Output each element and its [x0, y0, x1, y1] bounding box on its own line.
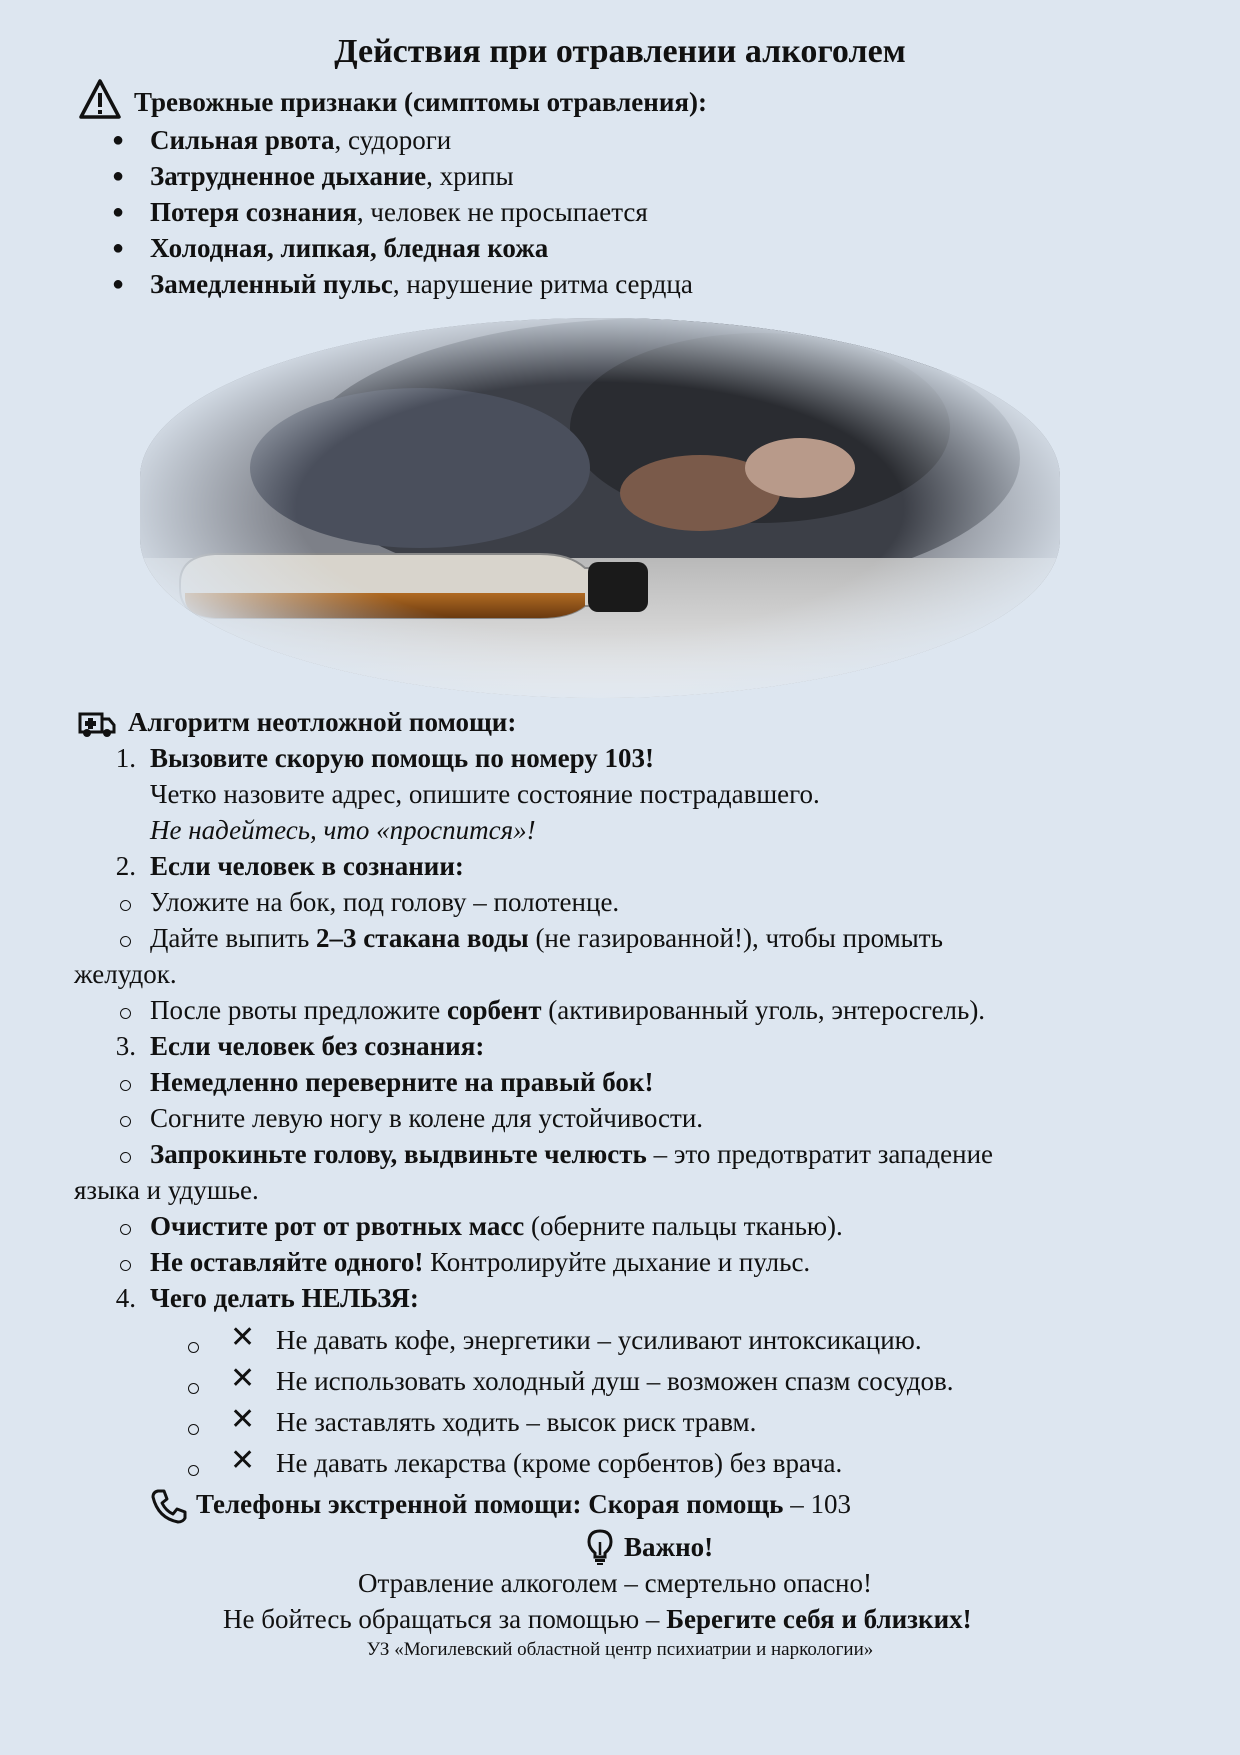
ambulance-icon [78, 710, 116, 738]
cross-icon: ✕ [230, 1443, 256, 1478]
bullet-dot: ● [112, 237, 125, 259]
circle-bullet [120, 1260, 131, 1271]
cross-icon: ✕ [230, 1361, 256, 1396]
phone-icon [150, 1488, 188, 1524]
circle-bullet [188, 1424, 199, 1435]
important-heading: Важно! [624, 1532, 714, 1562]
list-item: Уложите на бок, под голову – полотенце. [150, 887, 620, 917]
list-item-wrap: желудок. [74, 959, 177, 989]
circle-bullet [120, 1116, 131, 1127]
list-item: Не давать кофе, энергетики – усиливают интоксикацию. [276, 1325, 922, 1355]
step3-title: Если человек без сознания: [150, 1031, 485, 1061]
bullet-dot: ● [112, 129, 125, 151]
list-item-wrap: языка и удушье. [74, 1175, 259, 1205]
circle-bullet [120, 1008, 131, 1019]
circle-bullet [188, 1342, 199, 1353]
list-item: Запрокиньте голову, выдвиньте челюсть – это предотвратит западение [150, 1139, 994, 1169]
warning-icon [78, 78, 122, 120]
list-item: Не давать лекарства (кроме сорбентов) без врача. [276, 1448, 843, 1478]
bullet-dot: ● [112, 273, 125, 295]
step1-warning: Не надейтесь, что «проспится»! [150, 815, 536, 845]
list-item: После рвоты предложите сорбент (активированный уголь, энтеросгель). [150, 995, 986, 1025]
list-item: Замедленный пульс, нарушение ритма сердца [150, 269, 693, 299]
footer-organization: УЗ «Могилевский областной центр психиатрии и наркологии» [366, 1639, 874, 1660]
step-number: 1. [115, 743, 136, 773]
step-number: 3. [115, 1031, 136, 1061]
bullet-dot: ● [112, 201, 125, 223]
circle-bullet [188, 1465, 199, 1476]
step4-title: Чего делать НЕЛЬЗЯ: [150, 1283, 419, 1313]
page-title: Действия при отравлении алкоголем [334, 33, 906, 70]
circle-bullet [120, 900, 131, 911]
list-item: Очистите рот от рвотных масс (оберните пальцы тканью). [150, 1211, 843, 1241]
step-number: 2. [115, 851, 136, 881]
cross-icon: ✕ [230, 1402, 256, 1437]
list-item: Не заставлять ходить – высок риск травм. [276, 1407, 757, 1437]
list-item: Сильная рвота, судороги [150, 125, 452, 155]
list-item: Дайте выпить 2–3 стакана воды (не газированной!), чтобы промыть [150, 923, 943, 953]
circle-bullet [120, 1080, 131, 1091]
step2-title: Если человек в сознании: [150, 851, 464, 881]
list-item: Потеря сознания, человек не просыпается [150, 197, 648, 227]
illustration-photo [140, 318, 1060, 698]
list-item: Холодная, липкая, бледная кожа [150, 233, 549, 263]
list-item: Не оставляйте одного! Контролируйте дыхание и пульс. [150, 1247, 811, 1277]
step1-text: Четко назовите адрес, опишите состояние пострадавшего. [150, 779, 820, 809]
cross-icon: ✕ [230, 1320, 256, 1355]
symptoms-heading: Тревожные признаки (симптомы отравления): [134, 87, 707, 117]
circle-bullet [188, 1383, 199, 1394]
step-number: 4. [115, 1283, 136, 1313]
circle-bullet [120, 1224, 131, 1235]
list-item: Немедленно переверните на правый бок! [150, 1067, 654, 1097]
list-item: Затрудненное дыхание, хрипы [150, 161, 514, 191]
list-item: Не использовать холодный душ – возможен спазм сосудов. [276, 1366, 954, 1396]
important-line1: Отравление алкоголем – смертельно опасно! [358, 1568, 872, 1598]
photo-drawing [140, 318, 1060, 698]
circle-bullet [120, 936, 131, 947]
lightbulb-icon [586, 1528, 614, 1566]
list-item: Согните левую ногу в колене для устойчивости. [150, 1103, 704, 1133]
emergency-phones: Телефоны экстренной помощи: Скорая помощь – 103 [196, 1489, 851, 1519]
important-line2: Не бойтесь обращаться за помощью – Берегите себя и близких! [223, 1604, 972, 1634]
bullet-dot: ● [112, 165, 125, 187]
algorithm-heading: Алгоритм неотложной помощи: [128, 707, 517, 737]
circle-bullet [120, 1152, 131, 1163]
step1-title: Вызовите скорую помощь по номеру 103! [150, 743, 654, 773]
